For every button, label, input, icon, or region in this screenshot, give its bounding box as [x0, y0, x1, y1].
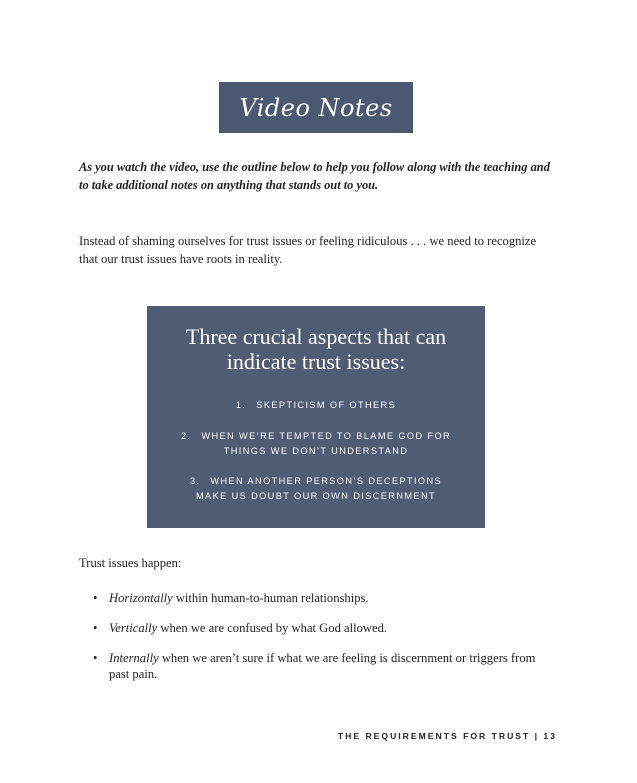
card-item-text: WHEN WE’RE TEMPTED TO BLAME GOD FOR [201, 431, 452, 441]
card-item-number: 1. [235, 400, 247, 410]
list-item-text: when we are confused by what God allowed. [157, 621, 388, 635]
banner-title: Video Notes [239, 93, 393, 122]
list-item-text: when we aren’t sure if what we are feeling is discernment or triggers from past pain. [109, 651, 536, 681]
list-item [93, 650, 553, 682]
list-item-text: within human-to-human relationships. [172, 591, 369, 605]
trust-issues-list [93, 590, 553, 696]
card-item-text: WHEN ANOTHER PERSON’S DECEPTIONS [210, 476, 443, 486]
card-item-2 [147, 429, 485, 459]
section-heading: Trust issues happen: [79, 556, 182, 570]
card-title: Three crucial aspects that can indicate trust issues: [185, 324, 447, 374]
card-item-number: 3. [189, 476, 201, 486]
page-footer: THE REQUIREMENTS FOR TRUST | 13 [337, 731, 557, 741]
list-item-term: Internally [109, 651, 159, 665]
body-paragraph: Instead of shaming ourselves for trust issues or feeling ridiculous . . . we need to recognize that our trust issues have roots in reality. [79, 234, 537, 266]
card-item-text: SKEPTICISM OF OTHERS [256, 400, 397, 410]
video-notes-banner [219, 82, 413, 133]
card-item-3 [147, 474, 485, 504]
list-item-term: Vertically [109, 621, 158, 635]
card-item-number: 2. [180, 431, 192, 441]
intro-text: As you watch the video, use the outline below to help you follow along with the teaching and to take additional notes on anything that stands out to you. [79, 160, 550, 192]
list-item [93, 620, 553, 636]
list-item [93, 590, 553, 606]
list-item-term: Horizontally [109, 591, 173, 605]
card-item-1 [147, 398, 485, 413]
card-item-text-line2: THINGS WE DON’T UNDERSTAND [223, 446, 409, 456]
trust-issues-card [147, 306, 485, 528]
card-item-text-line2: MAKE US DOUBT OUR OWN DISCERNMENT [196, 491, 436, 501]
